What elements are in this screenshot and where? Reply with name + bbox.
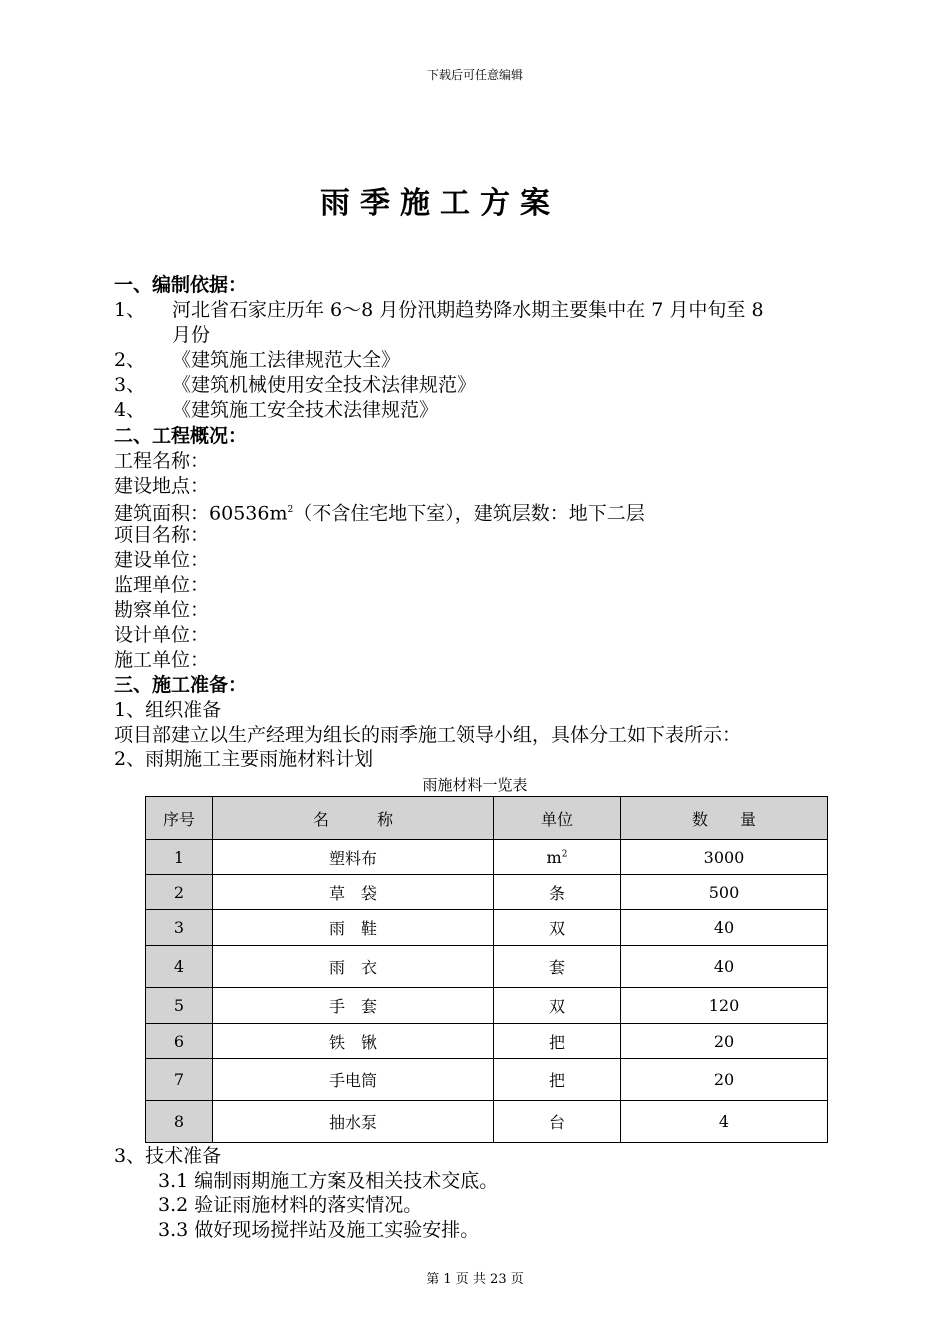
area-rest: （不含住宅地下室），建筑层数：地下二层 bbox=[293, 502, 645, 525]
row-unit-sup: 2 bbox=[561, 849, 568, 860]
basis-item-4 bbox=[114, 398, 438, 422]
row-name: 手 套 bbox=[213, 988, 494, 1024]
row-unit: 把 bbox=[494, 1024, 621, 1059]
table-row bbox=[146, 946, 828, 988]
table-row bbox=[146, 1024, 828, 1059]
page-footer: 第 1 页 共 23 页 bbox=[426, 1272, 524, 1287]
row-qty: 40 bbox=[621, 910, 828, 946]
area-sup: 2 bbox=[287, 505, 294, 515]
row-unit: 条 bbox=[494, 875, 621, 910]
row-unit-text: m bbox=[546, 847, 562, 867]
tech-item-1: 3.1 编制雨期施工方案及相关技术交底。 bbox=[158, 1170, 499, 1192]
item-name-label: 项目名称： bbox=[114, 524, 210, 546]
header-name: 名 称 bbox=[213, 797, 494, 840]
row-name: 抽水泵 bbox=[213, 1101, 494, 1143]
table-caption: 雨施材料一览表 bbox=[422, 776, 528, 794]
row-name: 草 袋 bbox=[213, 875, 494, 910]
area-value: 60536m bbox=[209, 502, 288, 525]
header-qty: 数 量 bbox=[621, 797, 828, 840]
row-seq: 3 bbox=[146, 910, 213, 946]
section2-heading: 二、工程概况： bbox=[114, 425, 248, 447]
row-unit: 把 bbox=[494, 1059, 621, 1101]
row-qty: 500 bbox=[621, 875, 828, 910]
design-label: 设计单位： bbox=[114, 624, 210, 646]
row-seq: 7 bbox=[146, 1059, 213, 1101]
basis-item-2 bbox=[114, 348, 400, 372]
tech-item-3: 3.3 做好现场搅拌站及施工实验安排。 bbox=[158, 1219, 480, 1241]
basis-item-2-num: 2、 bbox=[114, 349, 146, 371]
row-name: 雨 衣 bbox=[213, 946, 494, 988]
table-row bbox=[146, 840, 828, 875]
row-seq: 5 bbox=[146, 988, 213, 1024]
basis-item-1-text: 河北省石家庄历年 6～8 月份汛期趋势降水期主要集中在 7 月中旬至 8 bbox=[172, 299, 764, 321]
header-unit: 单位 bbox=[494, 797, 621, 840]
row-name: 雨 鞋 bbox=[213, 910, 494, 946]
basis-item-4-text: 《建筑施工安全技术法律规范》 bbox=[172, 399, 439, 421]
row-qty: 4 bbox=[621, 1101, 828, 1143]
row-name: 塑料布 bbox=[213, 840, 494, 875]
header-seq: 序号 bbox=[146, 797, 213, 840]
basis-item-3 bbox=[114, 373, 476, 397]
row-qty: 20 bbox=[621, 1024, 828, 1059]
project-name-label: 工程名称： bbox=[114, 450, 210, 472]
site-label: 建设地点： bbox=[114, 475, 210, 497]
row-seq: 8 bbox=[146, 1101, 213, 1143]
table-row bbox=[146, 1059, 828, 1101]
org-text: 项目部建立以生产经理为组长的雨季施工领导小组，具体分工如下表所示： bbox=[114, 724, 742, 746]
row-seq: 1 bbox=[146, 840, 213, 875]
row-unit bbox=[494, 840, 621, 875]
supervisor-label: 监理单位： bbox=[114, 574, 210, 596]
table-row bbox=[146, 988, 828, 1024]
table-row bbox=[146, 910, 828, 946]
basis-item-3-text: 《建筑机械使用安全技术法律规范》 bbox=[172, 374, 477, 396]
page-title: 雨季施工方案 bbox=[320, 186, 560, 221]
row-qty: 3000 bbox=[621, 840, 828, 875]
table-row bbox=[146, 875, 828, 910]
row-unit: 双 bbox=[494, 988, 621, 1024]
survey-label: 勘察单位： bbox=[114, 599, 210, 621]
section3-heading: 三、施工准备： bbox=[114, 674, 248, 696]
builder-label: 施工单位： bbox=[114, 649, 210, 671]
row-name: 手电筒 bbox=[213, 1059, 494, 1101]
row-seq: 4 bbox=[146, 946, 213, 988]
section1-heading: 一、编制依据： bbox=[114, 274, 248, 296]
owner-label: 建设单位： bbox=[114, 549, 210, 571]
basis-item-1-cont: 月份 bbox=[172, 324, 211, 346]
basis-item-1-num: 1、 bbox=[114, 299, 146, 321]
basis-item-1 bbox=[114, 298, 764, 322]
materials-table bbox=[145, 796, 828, 1143]
row-seq: 2 bbox=[146, 875, 213, 910]
row-unit: 双 bbox=[494, 910, 621, 946]
basis-item-2-text: 《建筑施工法律规范大全》 bbox=[172, 349, 401, 371]
row-qty: 120 bbox=[621, 988, 828, 1024]
material-title: 2、雨期施工主要雨施材料计划 bbox=[114, 748, 374, 770]
header-note: 下载后可任意编辑 bbox=[426, 68, 523, 82]
area-label: 建筑面积： bbox=[114, 502, 210, 525]
basis-item-3-num: 3、 bbox=[114, 374, 146, 396]
row-name: 铁 锹 bbox=[213, 1024, 494, 1059]
basis-item-4-num: 4、 bbox=[114, 399, 146, 421]
row-unit: 套 bbox=[494, 946, 621, 988]
table-header-row bbox=[146, 797, 828, 840]
tech-item-2: 3.2 验证雨施材料的落实情况。 bbox=[158, 1194, 423, 1216]
row-qty: 40 bbox=[621, 946, 828, 988]
org-title: 1、组织准备 bbox=[114, 699, 222, 721]
tech-title: 3、技术准备 bbox=[114, 1145, 222, 1167]
row-unit: 台 bbox=[494, 1101, 621, 1143]
building-area-line bbox=[114, 498, 645, 525]
table-row bbox=[146, 1101, 828, 1143]
row-seq: 6 bbox=[146, 1024, 213, 1059]
row-qty: 20 bbox=[621, 1059, 828, 1101]
